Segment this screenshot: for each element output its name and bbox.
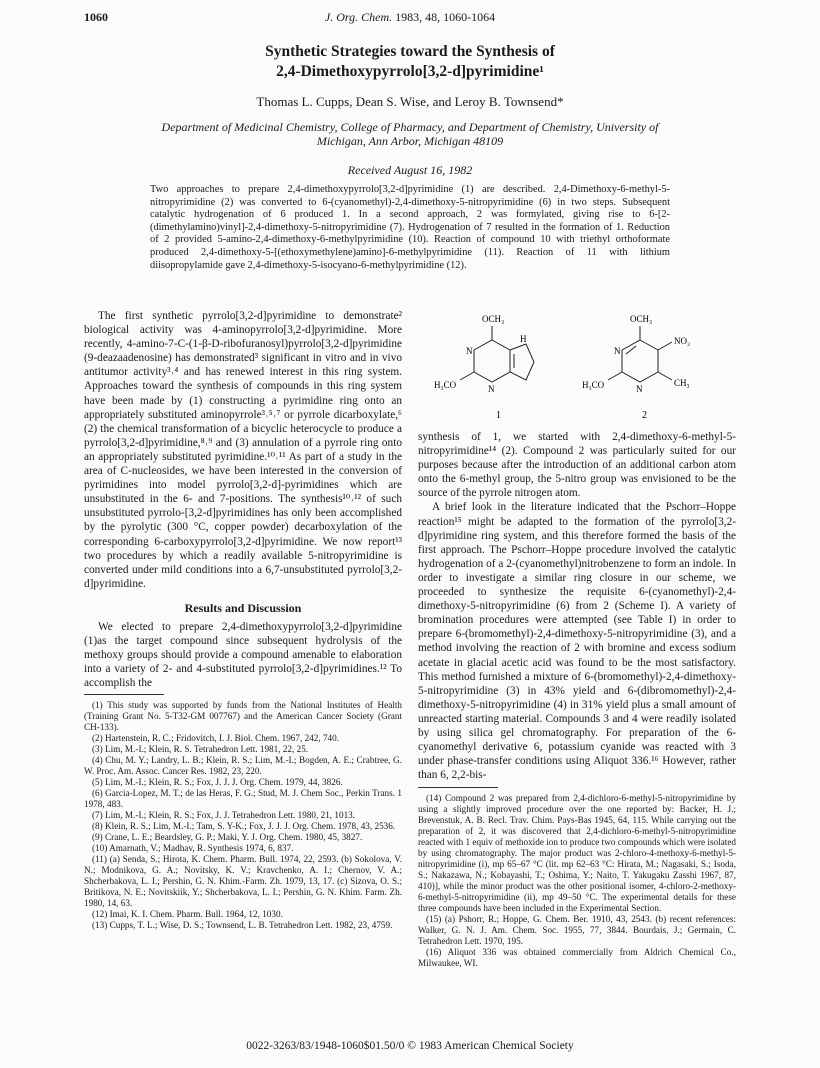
reference: (8) Klein, R. S.; Lim, M.-I.; Tam, S. Y-K.; Fox, J. J. J. Org. Chem. 1978, 43, 2536. bbox=[92, 821, 396, 831]
reference: (9) Crane, L. E.; Beardsley, G. P.; Maki, Y. J. Org. Chem. 1980, 45, 3827. bbox=[92, 832, 363, 842]
reference: (7) Lim, M.-I.; Klein, R. S.; Fox, J. J. Tetrahedron Lett. 1980, 21, 1013. bbox=[92, 810, 356, 820]
footnote-rule-left bbox=[84, 694, 164, 695]
s1-nh: H bbox=[520, 334, 527, 344]
page-footer: 0022-3263/83/1948-1060$01.50/0 © 1983 American Chemical Society bbox=[246, 1040, 574, 1052]
reference: (12) Imai, K. I. Chem. Pharm. Bull. 1964, 12, 1030. bbox=[92, 909, 283, 919]
footnote-rule-right bbox=[418, 787, 498, 788]
s1-h3co: H₃CO bbox=[434, 380, 457, 390]
reference: (5) Lim, M.-I.; Klein, R. S.; Fox, J. J. J. Org. Chem. 1979, 44, 3826. bbox=[92, 777, 343, 787]
reference: (15) (a) Pshorr, R.; Hoppe, G. Chem. Ber. 1910, 43, 2543. (b) recent references: Walker, G. N. J. Am. Chem. Soc. 1955, 77, 3844. Bourdais, J.; Germain, C. Tetrahedron Lett. 1970, 195. bbox=[418, 914, 736, 946]
chemical-structures bbox=[430, 300, 730, 426]
reference: (13) Cupps, T. L.; Wise, D. S.; Townsend, L. B. Tetrahedron Lett. 1982, 23, 4759. bbox=[92, 920, 393, 930]
s1-n3: N bbox=[466, 346, 473, 356]
reference: (16) Aliquot 336 was obtained commercially from Aldrich Chemical Co., Milwaukee, WI. bbox=[418, 947, 736, 968]
received-date: Received August 16, 1982 bbox=[347, 163, 473, 177]
abstract: Two approaches to prepare 2,4-dimethoxypyrrolo[3,2-d]pyrimidine (1) are described. 2,4-Dimethoxy-6-methyl-5-nitropyrimidine (2) was converted to 6-(cyanomethyl)-2,4-dimethoxy-5-nitropyrimidine (6) in two steps. Subsequent catalytic hydrogenation of 6 produced 1. In a second approach, 2 was formylated, giving rise to 6-[2-(dimethylamino)vinyl]-2,4-dimethoxy-5-nitropyrimidine (7). Hydrogenation of 7 resulted in the formation of 1. Reduction of 2 provided 5-amino-2,4-dimethoxy-6-methylpyrimidine (10). Reaction of compound 10 with triethyl orthoformate produced 2,4-dimethoxy-5-[(ethoxymethylene)amino]-6-methylpyrimidine (11). Reaction of 11 with lithium diisopropylamide gave 2,4-dimethoxy-5-isocyano-6-methylpyrimidine (12). bbox=[150, 184, 670, 271]
reference: (11) (a) Senda, S.; Hirota, K. Chem. Pharm. Bull. 1974, 22, 2593. (b) Sokolova, V. N.; Modnikova, G. A.; Novitsky, K. V.; Kravchenko, A. I.; Chernov, V. A.; Shcherbakova, L. I.; Pershin, G. N. Khim.-Farm. Zh. 1979, 13, 17. (c) Sizova, O. S.; Britikova, N. E.; Novitskiik, Y.; Shcherbakova, L. I.; Pershin, G. N. Khim. Farm. Zh. 1980, 14, 63. bbox=[84, 854, 402, 908]
page-number: 1060 bbox=[84, 10, 108, 24]
running-header bbox=[84, 10, 736, 30]
compound-2-label: 2 bbox=[642, 410, 647, 421]
s2-n1: N bbox=[636, 384, 643, 394]
journal-volume: 1983, 48, 1060-1064 bbox=[395, 10, 496, 24]
affiliation-line-2: Michigan, Ann Arbor, Michigan 48109 bbox=[316, 134, 504, 148]
s1-n1: N bbox=[488, 384, 495, 394]
journal-name: J. Org. Chem. bbox=[324, 10, 393, 24]
right-column bbox=[418, 430, 736, 782]
right-paragraph-1: synthesis of 1, we started with 2,4-dimethoxy-6-methyl-5-nitropyrimidine¹⁴ (2). Compound 2 was particularly suited for our purposes because after the introduction of an additional carbon atom onto the 6-methyl group, the 5-nitro group was envisioned to be the source of the pyrrole nitrogen atom. bbox=[418, 431, 736, 500]
authors: Thomas L. Cupps, Dean S. Wise, and Leroy B. Townsend* bbox=[256, 94, 564, 109]
right-paragraph-2: A brief look in the literature indicated that the Pschorr–Hoppe reaction¹⁵ might be adapted to the formation of the pyrrolo[3,2-d]pyrimidine ring system, and this therefore formed the basis of the first approach. The Pschorr–Hoppe procedure involved the catalytic hydrogenation of a 2-(cyanomethyl)nitrobenzene to form an indole. In order to investigate a similar ring closure in our scheme, we proceeded to synthesize the requisite 6-(cyanomethyl)-2,4-dimethoxy-5-nitropyrimidine (6) from 2 (Scheme I). A variety of bromination procedures were attempted (see Table I) in order to prepare 6-(bromomethyl)-2,4-dimethoxy-5-nitropyrimidine (3), and a method involving the reaction of 2 with bromine and excess sodium acetate in glacial acetic acid was found to be the most satisfactory. This method furnished a mixture of 6-(bromomethyl)-2,4-dimethoxy-5-nitropyrimidine (3) in 43% yield and 6-(dibromomethyl)-2,4-dimethoxy-5-nitropyrimidine (4) in 31% yield plus a small amount of unreacted starting material. Compounds 3 and 4 were readily isolated by using silica gel chromatography. For preparation of the 6-cyanomethyl derivative 6, potassium cyanide was reacted with 3 under phase-transfer conditions using Aliquot 336.¹⁶ However, rather than 6, 2,2-bis- bbox=[418, 501, 736, 782]
article-title bbox=[84, 42, 736, 82]
left-column bbox=[84, 309, 402, 690]
reference: (6) Garcia-Lopez, M. T.; de las Heras, F. G.; Stud, M. J. Chem Soc., Perkin Trans. 1 1978, 483. bbox=[84, 788, 402, 809]
references-left bbox=[84, 700, 402, 931]
s2-n3: N bbox=[614, 346, 621, 356]
title-line-2: 2,4-Dimethoxypyrrolo[3,2-d]pyrimidine¹ bbox=[276, 63, 544, 80]
s2-ch3: CH₃ bbox=[674, 378, 690, 388]
section-heading: Results and Discussion bbox=[184, 600, 302, 615]
reference: (4) Chu, M. Y.; Landry, L. B.; Klein, R. S.; Lim, M.-I.; Bogden, A. E.; Crabtree, G. W. Proc. Am. Assoc. Cancer Res. 1982, 23, 220. bbox=[84, 755, 402, 776]
s1-och3: OCH₃ bbox=[482, 314, 505, 324]
affiliation-line-1: Department of Medicinal Chemistry, College of Pharmacy, and Department of Chemistry, University of bbox=[161, 120, 659, 134]
reference: (3) Lim, M.-I.; Klein, R. S. Tetrahedron Lett. 1981, 22, 25. bbox=[92, 744, 309, 754]
compound-1-label: 1 bbox=[496, 410, 501, 421]
journal-citation bbox=[84, 10, 736, 25]
reference: (1) This study was supported by funds from the National Institutes of Health (Training Grant No. 5-T32-GM 007767) and the American Cancer Society (Grant CH-133). bbox=[84, 700, 402, 732]
intro-paragraph: The first synthetic pyrrolo[3,2-d]pyrimidine to demonstrate² biological activity was 4-aminopyrrolo[3,2-d]pyrimidine. More recently, 4-amino-7-C-(1-β-D-ribofuranosyl)pyrrolo[3,2-d]pyrimidine (9-deazaadenosine) has demonstrated³ significant in vitro and in vivo antitumor activity³˒⁴ and has renewed interest in this ring system. Approaches toward the synthesis of compounds in this ring system have been made by (1) constructing a pyrimidine ring onto an appropriately substituted aminopyrrole³˒⁵˒⁷ or pyrrole dicarboxylate,⁶ (2) the chemical transformation of a bicyclic heterocycle to produce a pyrrolo[3,2-d]pyrimidine,⁸˒⁹ and (3) annulation of a pyrrole ring onto an appropriately substituted pyrimidine.¹⁰˒¹¹ As part of a study in the area of C-nucleosides, we have been interested in the conversion of pyrimidines into model pyrrolo[3,2-d]-pyrimidines which are unsubstituted in the 6- and 7-positions. The synthesis¹⁰˒¹² of such unsubstituted pyrrolo-[3,2-d]pyrimidines has only been accomplished by the pyrolytic (300 °C, copper powder) decarboxylation of the corresponding 6-carboxypyrrolo[3,2-d]pyrimidine. We now report¹³ two procedures by which a readily available 5-nitropyrimidine is converted under mild conditions into a 6,7-unsubstituted pyrrolo[3,2-d]pyrimidine. bbox=[84, 310, 402, 590]
s2-och3: OCH₃ bbox=[630, 314, 653, 324]
s2-h3co: H₃CO bbox=[582, 380, 605, 390]
s2-no2: NO₂ bbox=[674, 336, 691, 346]
references-right bbox=[418, 793, 736, 969]
title-line-1: Synthetic Strategies toward the Synthesis of bbox=[265, 43, 555, 60]
affiliation bbox=[84, 120, 736, 148]
reference: (14) Compound 2 was prepared from 2,4-dichloro-6-methyl-5-nitropyrimidine by using a slightly improved procedure over the one reported by: Backer, H. J.; Brevenstuk, A. B. Recl. Trav. Chim. Pays-Bas 1945, 64, 115. While carrying out the preparation of 2, it was discovered that 2,4-dichloro-6-methyl-5-nitropyrimidine reacted with 1 equiv of methoxide ion to produce two compounds which were isolated by using chromatography. The major product was 2-chloro-4-methoxy-6-methyl-5-nitropyrimidine (i), mp 65–67 °C (lit. mp 62–63 °C: Hirata, M.; Nagasaki, S.; Isoda, S.; Nakazawa, N.; Kobayashi, T.; Oshima, Y.; Naito, T. Yakugaku Zasshi 1967, 87, 410)], while the minor product was the other positional isomer, 4-chloro-2-methoxy-6-methyl-5-nitropyrimidine (ii), mp 49–50 °C. The experimental details for these three compounds have been included in the Experimental Section. bbox=[418, 793, 736, 913]
results-paragraph: We elected to prepare 2,4-dimethoxypyrrolo[3,2-d]pyrimidine (1)as the target compound since subsequent hydrolysis of the methoxy groups should provide a compound amenable to elaboration into a variety of 2- and 4-substituted pyrrolo[3,2-d]pyrimidines.¹² To accomplish the bbox=[84, 620, 402, 690]
reference: (10) Amarnath, V.; Madhav, R. Synthesis 1974, 6, 837. bbox=[92, 843, 294, 853]
reference: (2) Hartenstein, R. C.; Fridovitch, I. J. Biol. Chem. 1967, 242, 740. bbox=[92, 733, 340, 743]
